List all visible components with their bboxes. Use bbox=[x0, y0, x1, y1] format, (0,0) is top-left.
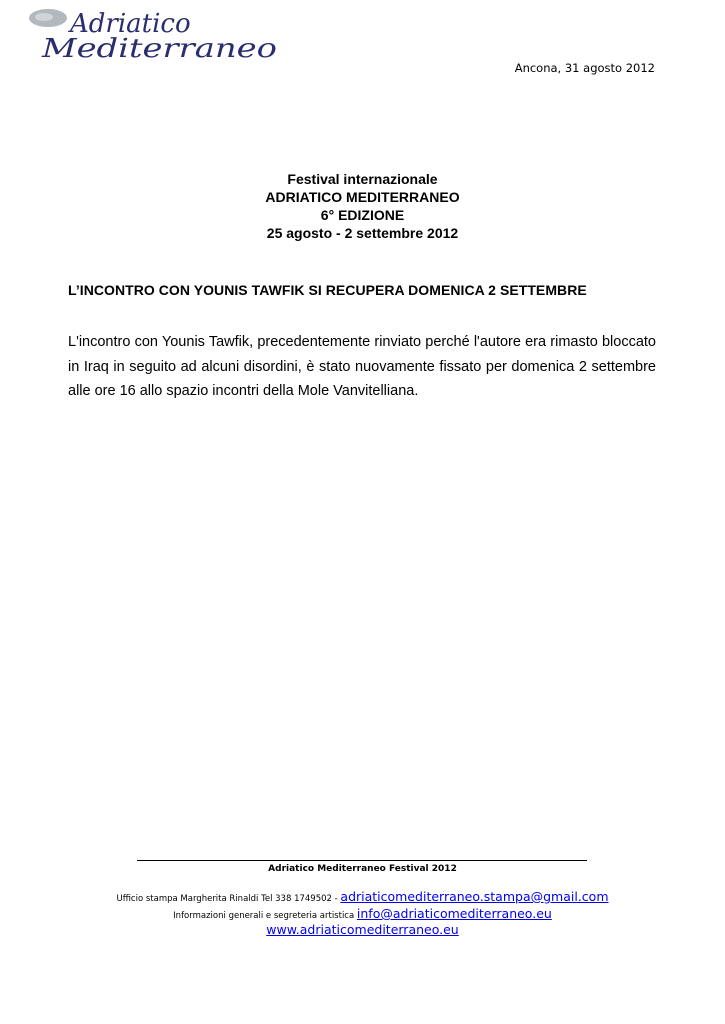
info-email-link[interactable]: info@adriaticomediterraneo.eu bbox=[356, 906, 552, 921]
info-label: Informazioni generali e segreteria artistica bbox=[173, 911, 357, 921]
logo-graphic bbox=[22, 2, 284, 64]
footer-press-line bbox=[0, 889, 725, 904]
festival-logo bbox=[22, 2, 284, 64]
article-body: L'incontro con Younis Tawfik, precedentemente rinviato perché l'autore era rimasto bloccato in Iraq in seguito ad alcuni disordini, è stato nuovamente fissato per domenica 2 settembre alle ore 16 allo spazio incontri della Mole Vanvitelliana. bbox=[68, 334, 656, 399]
festival-dates: 25 agosto - 2 settembre 2012 bbox=[266, 225, 459, 241]
footer-divider bbox=[137, 860, 587, 861]
festival-line1: Festival internazionale bbox=[287, 171, 438, 187]
festival-title-block bbox=[0, 170, 725, 242]
festival-line2: ADRIATICO MEDITERRANEO bbox=[265, 189, 460, 205]
festival-line3: 6° EDIZIONE bbox=[320, 207, 405, 223]
footer-info-line bbox=[0, 906, 725, 921]
article-headline: L’INCONTRO CON YOUNIS TAWFIK SI RECUPERA DOMENICA 2 SETTEMBRE bbox=[68, 282, 587, 298]
logo-line2: Mediterraneo bbox=[40, 34, 277, 64]
document-date: Ancona, 31 agosto 2012 bbox=[514, 61, 655, 75]
footer-website-line bbox=[0, 922, 725, 937]
website-link[interactable]: www.adriaticomediterraneo.eu bbox=[266, 922, 459, 937]
press-email-link[interactable]: adriaticomediterraneo.stampa@gmail.com bbox=[340, 889, 609, 904]
footer-organization: Adriatico Mediterraneo Festival 2012 bbox=[268, 864, 457, 874]
logo-line1: Adriatico bbox=[70, 9, 191, 39]
press-label: Ufficio stampa Margherita Rinaldi Tel 338 1749502 - bbox=[116, 894, 341, 904]
